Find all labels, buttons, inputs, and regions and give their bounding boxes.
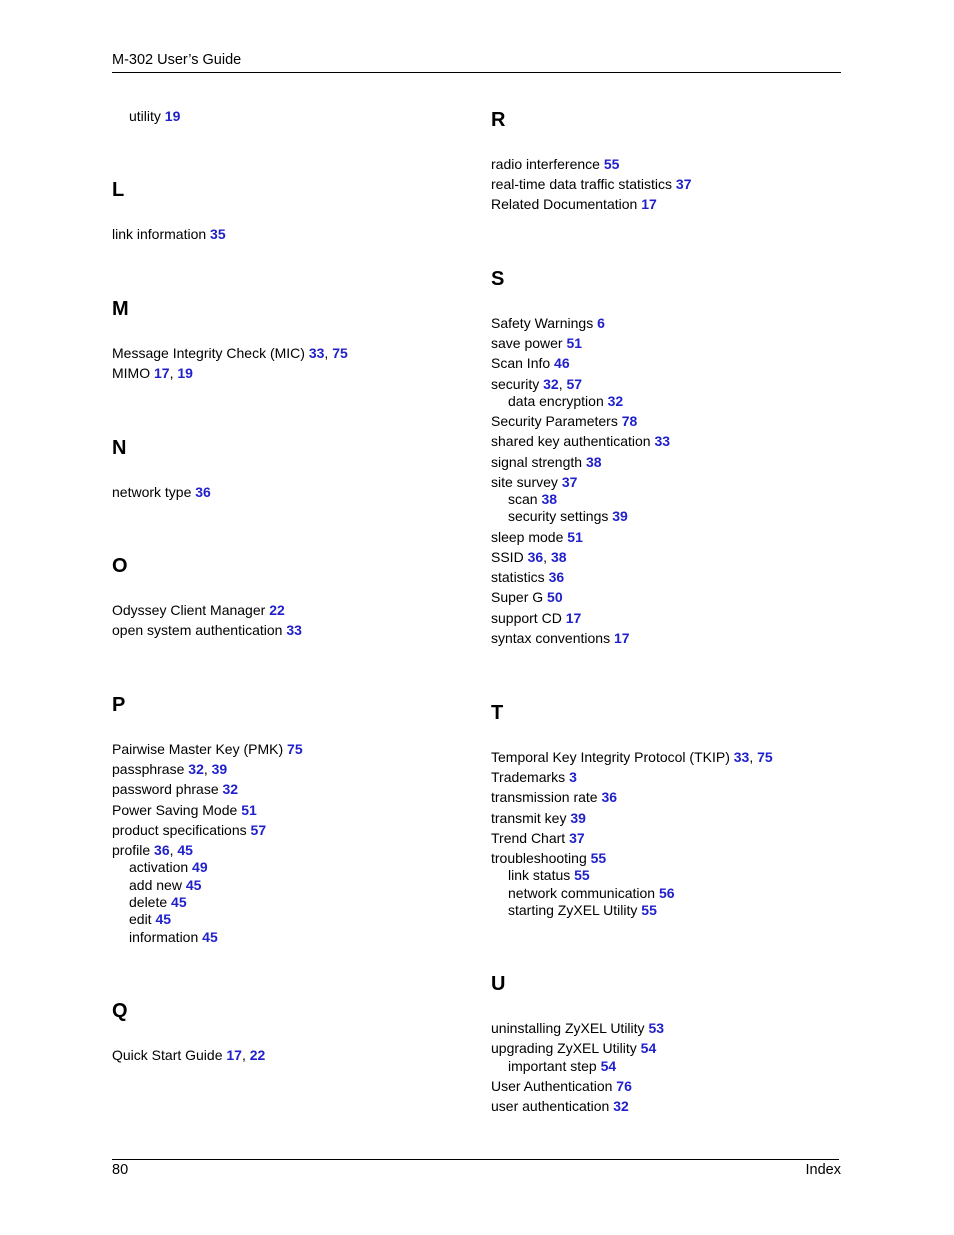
index-term: passphrase bbox=[112, 761, 185, 778]
index-term: Pairwise Master Key (PMK) bbox=[112, 741, 284, 757]
index-subentry bbox=[508, 867, 590, 884]
index-term: product specifications bbox=[112, 821, 247, 838]
index-entry: Message Integrity Check (MIC) 33, 75 bbox=[112, 345, 348, 361]
page-reference-link[interactable]: 17 bbox=[613, 629, 630, 646]
page-reference-link[interactable]: 22 bbox=[269, 602, 285, 618]
page-reference-link[interactable]: 6 bbox=[597, 315, 605, 331]
page-reference-link[interactable]: 49 bbox=[192, 859, 208, 876]
page-reference-link[interactable]: 75 bbox=[757, 749, 773, 765]
index-term: Scan Info bbox=[491, 355, 551, 372]
footer-page-number: 80 bbox=[112, 1162, 129, 1178]
index-term: add new bbox=[129, 876, 182, 893]
index-letter-heading: N bbox=[112, 437, 127, 459]
page-reference-link[interactable]: 32 bbox=[607, 392, 624, 409]
page-reference-link[interactable]: 76 bbox=[616, 1077, 632, 1094]
index-subentry bbox=[129, 894, 187, 911]
index-term: site survey bbox=[491, 473, 558, 490]
page-reference-link[interactable]: 19 bbox=[164, 108, 181, 124]
page-reference-link[interactable]: 45 bbox=[155, 911, 172, 928]
page-reference-link[interactable]: 19 bbox=[177, 365, 193, 382]
index-entry: Quick Start Guide 17, 22 bbox=[112, 1047, 266, 1063]
index-subentry bbox=[508, 885, 675, 902]
page-reference-link[interactable]: 54 bbox=[600, 1057, 617, 1074]
index-entry bbox=[491, 830, 585, 847]
index-entry bbox=[112, 602, 285, 619]
page-reference-link[interactable]: 3 bbox=[569, 769, 577, 786]
index-entry bbox=[491, 850, 606, 867]
page-reference-link[interactable]: 36 bbox=[527, 548, 544, 565]
index-letter-heading: Q bbox=[112, 1000, 128, 1022]
page-reference-link[interactable]: 36 bbox=[154, 842, 170, 858]
index-entry: profile 36, 45 bbox=[112, 842, 193, 858]
index-entry bbox=[112, 741, 303, 758]
index-subentry bbox=[508, 1058, 616, 1075]
index-term: password phrase bbox=[112, 781, 219, 798]
index-term: data encryption bbox=[508, 392, 604, 409]
index-term: information bbox=[129, 928, 199, 945]
page-reference-link[interactable]: 36 bbox=[548, 569, 565, 586]
index-entry: MIMO 17, 19 bbox=[112, 365, 193, 382]
index-term: Temporal Key Integrity Protocol (TKIP) bbox=[491, 749, 730, 765]
index-term: Related Documentation bbox=[491, 196, 638, 213]
index-term: save power bbox=[491, 335, 563, 352]
index-term: signal strength bbox=[491, 453, 583, 470]
page-reference-link[interactable]: 39 bbox=[211, 761, 228, 778]
index-term: Super G bbox=[491, 589, 544, 606]
page-reference-link[interactable]: 45 bbox=[171, 893, 187, 910]
index-term: delete bbox=[129, 893, 168, 910]
index-subentry bbox=[129, 859, 208, 876]
index-term: security settings bbox=[508, 508, 609, 525]
index-term: Trend Chart bbox=[491, 829, 566, 846]
index-letter-heading: R bbox=[491, 109, 506, 131]
index-entry bbox=[491, 529, 583, 546]
index-term: edit bbox=[129, 911, 152, 928]
index-term: activation bbox=[129, 859, 189, 876]
index-subentry bbox=[508, 508, 628, 525]
index-term: link information bbox=[112, 226, 207, 242]
page-reference-link[interactable]: 45 bbox=[177, 842, 193, 858]
index-entry bbox=[491, 355, 570, 372]
index-term: SSID bbox=[491, 548, 524, 565]
index-entry: security 32, 57 bbox=[491, 375, 583, 392]
index-entry bbox=[491, 789, 617, 806]
index-subentry bbox=[129, 108, 180, 125]
index-entry bbox=[112, 622, 302, 639]
index-term: MIMO bbox=[112, 365, 151, 382]
page-reference-link[interactable]: 55 bbox=[603, 156, 620, 172]
page-reference-link[interactable]: 46 bbox=[554, 355, 570, 372]
index-entry bbox=[491, 1078, 632, 1095]
index-letter-heading: O bbox=[112, 555, 128, 577]
page-reference-link[interactable]: 36 bbox=[601, 789, 618, 806]
index-term: Message Integrity Check (MIC) bbox=[112, 345, 305, 361]
index-term: Security Parameters bbox=[491, 413, 618, 430]
index-term: statistics bbox=[491, 569, 545, 586]
page-reference-link[interactable]: 36 bbox=[195, 484, 211, 500]
page-reference-link[interactable]: 32 bbox=[188, 761, 204, 778]
page-reference-link[interactable]: 33 bbox=[308, 345, 325, 361]
page-reference-link[interactable]: 57 bbox=[566, 375, 583, 392]
index-term: starting ZyXEL Utility bbox=[508, 901, 638, 918]
index-subentry bbox=[508, 902, 657, 919]
index-term: troubleshooting bbox=[491, 850, 587, 866]
page-reference-link[interactable]: 51 bbox=[241, 801, 257, 818]
footer-rule bbox=[112, 1159, 839, 1160]
index-entry bbox=[491, 474, 577, 491]
page-reference-link[interactable]: 55 bbox=[641, 901, 657, 918]
index-term: open system authentication bbox=[112, 622, 283, 639]
index-entry bbox=[491, 589, 563, 606]
page-reference-link[interactable]: 45 bbox=[185, 876, 202, 893]
index-term: network type bbox=[112, 484, 192, 500]
page-reference-link[interactable]: 57 bbox=[250, 821, 267, 838]
index-entry bbox=[491, 610, 581, 627]
index-term: profile bbox=[112, 842, 151, 858]
header-rule bbox=[112, 72, 841, 73]
index-entry bbox=[112, 226, 226, 243]
index-term: sleep mode bbox=[491, 528, 564, 545]
index-entry: SSID 36, 38 bbox=[491, 548, 567, 565]
index-letter-heading: U bbox=[491, 973, 506, 995]
index-entry bbox=[112, 802, 257, 819]
index-entry bbox=[491, 335, 582, 352]
index-letter-heading: P bbox=[112, 694, 126, 716]
page-reference-link[interactable]: 17 bbox=[154, 365, 170, 382]
page-reference-link[interactable]: 22 bbox=[249, 1047, 266, 1063]
index-term: user authentication bbox=[491, 1098, 610, 1114]
footer-section-title: Index bbox=[805, 1162, 841, 1178]
page-reference-link[interactable]: 51 bbox=[566, 335, 583, 352]
index-term: syntax conventions bbox=[491, 629, 611, 646]
index-subentry bbox=[508, 491, 557, 508]
index-term: scan bbox=[508, 491, 538, 508]
index-term: Safety Warnings bbox=[491, 315, 594, 331]
index-term: support CD bbox=[491, 609, 562, 626]
page-reference-link[interactable]: 33 bbox=[286, 622, 302, 639]
page-reference-link[interactable]: 75 bbox=[332, 345, 348, 361]
index-subentry bbox=[129, 877, 201, 894]
page-reference-link[interactable]: 38 bbox=[541, 491, 558, 508]
index-term: security bbox=[491, 375, 540, 392]
page-header-title: M-302 User’s Guide bbox=[112, 52, 242, 68]
page-reference-link[interactable]: 38 bbox=[585, 453, 602, 470]
index-subentry bbox=[129, 911, 171, 928]
index-entry bbox=[491, 156, 619, 173]
page-reference-link[interactable]: 45 bbox=[202, 928, 218, 945]
index-entry bbox=[112, 822, 266, 839]
page-reference-link[interactable]: 17 bbox=[641, 196, 657, 213]
index-entry bbox=[491, 630, 630, 647]
index-term: radio interference bbox=[491, 156, 600, 172]
index-letter-heading: L bbox=[112, 179, 125, 201]
page-reference-link[interactable]: 54 bbox=[640, 1040, 657, 1057]
index-term: real-time data traffic statistics bbox=[491, 176, 673, 193]
index-entry bbox=[491, 1020, 664, 1037]
index-entry: passphrase 32, 39 bbox=[112, 761, 228, 778]
index-letter-heading: M bbox=[112, 298, 129, 320]
page-reference-link[interactable]: 37 bbox=[561, 473, 578, 490]
index-entry bbox=[491, 569, 564, 586]
page-reference-link[interactable]: 53 bbox=[648, 1020, 665, 1036]
index-term: link status bbox=[508, 867, 571, 884]
index-entry bbox=[112, 781, 238, 798]
index-entry bbox=[491, 176, 692, 193]
page-reference-link[interactable]: 39 bbox=[570, 809, 586, 826]
page-reference-link[interactable]: 37 bbox=[675, 176, 692, 193]
index-entry bbox=[491, 315, 605, 332]
page-reference-link[interactable]: 33 bbox=[654, 433, 671, 450]
index-term: utility bbox=[129, 108, 161, 124]
index-entry bbox=[491, 810, 586, 827]
page-reference-link[interactable]: 75 bbox=[287, 741, 303, 757]
index-term: transmit key bbox=[491, 809, 567, 826]
index-entry bbox=[491, 1098, 629, 1115]
index-term: Trademarks bbox=[491, 769, 566, 786]
page-reference-link[interactable]: 17 bbox=[226, 1047, 242, 1063]
index-term: Odyssey Client Manager bbox=[112, 602, 266, 618]
index-letter-heading: T bbox=[491, 702, 504, 724]
index-entry bbox=[491, 433, 670, 450]
page-reference-link[interactable]: 32 bbox=[222, 781, 239, 798]
index-entry bbox=[491, 769, 577, 786]
page-reference-link[interactable]: 35 bbox=[210, 226, 226, 242]
page-reference-link[interactable]: 37 bbox=[569, 829, 585, 846]
index-entry bbox=[491, 1040, 656, 1057]
page-reference-link[interactable]: 55 bbox=[574, 867, 590, 884]
index-term: upgrading ZyXEL Utility bbox=[491, 1040, 637, 1057]
page-reference-link[interactable]: 32 bbox=[613, 1098, 629, 1114]
index-entry bbox=[491, 413, 637, 430]
index-letter-heading: S bbox=[491, 268, 505, 290]
index-subentry bbox=[508, 393, 623, 410]
page-reference-link[interactable]: 50 bbox=[547, 589, 563, 606]
page-reference-link[interactable]: 78 bbox=[621, 413, 638, 430]
page-reference-link[interactable]: 39 bbox=[612, 508, 628, 525]
index-term: Power Saving Mode bbox=[112, 801, 238, 818]
page-reference-link[interactable]: 17 bbox=[565, 609, 582, 626]
index-entry bbox=[491, 454, 602, 471]
page-reference-link[interactable]: 38 bbox=[550, 548, 567, 565]
page-reference-link[interactable]: 55 bbox=[590, 850, 607, 866]
index-term: transmission rate bbox=[491, 789, 598, 806]
index-term: important step bbox=[508, 1057, 597, 1074]
page-reference-link[interactable]: 32 bbox=[543, 375, 559, 392]
page-reference-link[interactable]: 56 bbox=[658, 884, 675, 901]
index-term: uninstalling ZyXEL Utility bbox=[491, 1020, 645, 1036]
index-term: Quick Start Guide bbox=[112, 1047, 223, 1063]
index-subentry bbox=[129, 929, 218, 946]
index-term: User Authentication bbox=[491, 1077, 613, 1094]
page-reference-link[interactable]: 51 bbox=[567, 528, 583, 545]
index-term: shared key authentication bbox=[491, 433, 651, 450]
page-reference-link[interactable]: 33 bbox=[733, 749, 750, 765]
index-entry bbox=[112, 484, 211, 501]
index-term: network communication bbox=[508, 884, 656, 901]
index-entry: Temporal Key Integrity Protocol (TKIP) 33, 75 bbox=[491, 749, 773, 765]
index-entry bbox=[491, 196, 657, 213]
